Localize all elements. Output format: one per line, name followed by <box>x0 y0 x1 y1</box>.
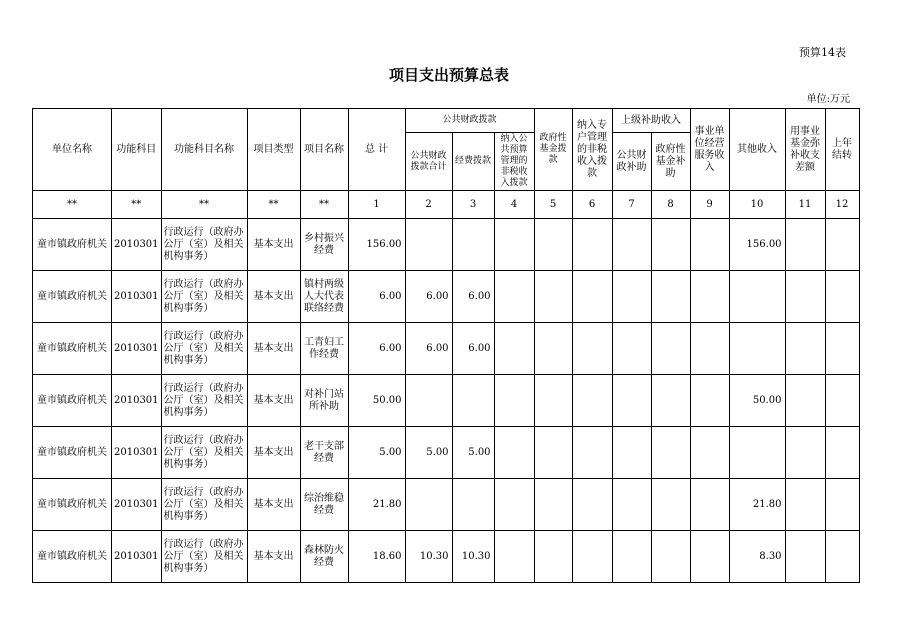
cell-pf-total: 10.30 <box>405 531 452 583</box>
cell-empty <box>534 531 572 583</box>
header-public-finance: 公共财政拨款 <box>405 109 534 133</box>
index-cell: 6 <box>572 191 612 219</box>
index-cell: ** <box>247 191 300 219</box>
cell-total: 156.00 <box>348 219 405 271</box>
table-row <box>33 427 860 479</box>
cell-empty <box>825 479 859 531</box>
cell-empty <box>651 427 690 479</box>
cell-empty <box>572 427 612 479</box>
cell-empty <box>572 323 612 375</box>
index-cell: ** <box>300 191 348 219</box>
cell-empty <box>534 479 572 531</box>
cell-empty <box>494 375 534 427</box>
cell-total: 6.00 <box>348 323 405 375</box>
cell-code: 2010301 <box>112 219 162 271</box>
cell-empty <box>494 323 534 375</box>
cell-type: 基本支出 <box>247 219 300 271</box>
header-fund-balance: 用事业基金弥补收支差额 <box>785 109 825 191</box>
header-public-subsidy: 公共财政补助 <box>612 133 651 191</box>
cell-empty <box>612 271 651 323</box>
cell-empty <box>690 531 729 583</box>
cell-func: 行政运行（政府办公厅（室）及相关机构事务） <box>161 531 247 583</box>
cell-total: 5.00 <box>348 427 405 479</box>
cell-type: 基本支出 <box>247 531 300 583</box>
cell-other <box>729 271 785 323</box>
budget-table <box>32 108 860 583</box>
header-business-income: 事业单位经营服务收入 <box>690 109 729 191</box>
cell-unit: 童市镇政府机关 <box>33 479 112 531</box>
index-cell: 7 <box>612 191 651 219</box>
table-row <box>33 271 860 323</box>
cell-empty <box>825 427 859 479</box>
cell-empty <box>825 323 859 375</box>
cell-empty <box>494 219 534 271</box>
cell-expense: 5.00 <box>452 427 494 479</box>
index-cell: 12 <box>825 191 859 219</box>
cell-unit: 童市镇政府机关 <box>33 375 112 427</box>
header-func-name: 功能科目名称 <box>161 109 247 191</box>
unit-label: 单位:万元 <box>806 94 850 105</box>
index-row <box>33 191 860 219</box>
header-proj-type: 项目类型 <box>247 109 300 191</box>
cell-expense <box>452 375 494 427</box>
cell-empty <box>572 219 612 271</box>
header-superior-subsidy: 上级补助收入 <box>612 109 690 133</box>
cell-empty <box>785 375 825 427</box>
index-cell: 8 <box>651 191 690 219</box>
cell-pf-total <box>405 375 452 427</box>
cell-empty <box>651 219 690 271</box>
table-row <box>33 375 860 427</box>
cell-empty <box>690 479 729 531</box>
cell-unit: 童市镇政府机关 <box>33 531 112 583</box>
cell-code: 2010301 <box>112 375 162 427</box>
cell-empty <box>534 375 572 427</box>
cell-type: 基本支出 <box>247 479 300 531</box>
header-gov-fund: 政府性基金拨款 <box>534 109 572 191</box>
cell-type: 基本支出 <box>247 427 300 479</box>
index-cell: 5 <box>534 191 572 219</box>
cell-total: 21.80 <box>348 479 405 531</box>
index-cell: 1 <box>348 191 405 219</box>
cell-code: 2010301 <box>112 531 162 583</box>
table-row <box>33 219 860 271</box>
cell-func: 行政运行（政府办公厅（室）及相关机构事务） <box>161 271 247 323</box>
cell-empty <box>572 479 612 531</box>
cell-pf-total <box>405 479 452 531</box>
cell-type: 基本支出 <box>247 271 300 323</box>
cell-name: 工青妇工作经费 <box>300 323 348 375</box>
cell-empty <box>612 219 651 271</box>
cell-empty <box>825 531 859 583</box>
cell-expense: 10.30 <box>452 531 494 583</box>
table-code-label: 预算14表 <box>799 46 846 59</box>
cell-empty <box>612 531 651 583</box>
index-cell: 11 <box>785 191 825 219</box>
header-unit-name: 单位名称 <box>33 109 112 191</box>
cell-empty <box>572 375 612 427</box>
cell-code: 2010301 <box>112 323 162 375</box>
cell-other <box>729 323 785 375</box>
index-cell: 4 <box>494 191 534 219</box>
cell-empty <box>690 323 729 375</box>
index-cell: ** <box>33 191 112 219</box>
cell-unit: 童市镇政府机关 <box>33 427 112 479</box>
cell-name: 镇村两级人大代表联络经费 <box>300 271 348 323</box>
cell-empty <box>690 427 729 479</box>
cell-name: 森林防火经费 <box>300 531 348 583</box>
index-cell: 10 <box>729 191 785 219</box>
cell-func: 行政运行（政府办公厅（室）及相关机构事务） <box>161 427 247 479</box>
cell-empty <box>534 219 572 271</box>
table-row <box>33 531 860 583</box>
cell-expense <box>452 479 494 531</box>
cell-other: 156.00 <box>729 219 785 271</box>
cell-pf-total: 5.00 <box>405 427 452 479</box>
cell-empty <box>690 271 729 323</box>
cell-total: 50.00 <box>348 375 405 427</box>
cell-empty <box>651 323 690 375</box>
header-expense-alloc: 经费拨款 <box>452 133 494 191</box>
cell-other: 21.80 <box>729 479 785 531</box>
cell-empty <box>651 531 690 583</box>
cell-empty <box>494 479 534 531</box>
cell-unit: 童市镇政府机关 <box>33 271 112 323</box>
cell-other: 8.30 <box>729 531 785 583</box>
header-special-nontax: 纳入专户管理的非税收入拨款 <box>572 109 612 191</box>
cell-code: 2010301 <box>112 479 162 531</box>
cell-empty <box>534 323 572 375</box>
cell-empty <box>785 427 825 479</box>
cell-empty <box>572 271 612 323</box>
cell-empty <box>494 531 534 583</box>
cell-empty <box>651 271 690 323</box>
cell-empty <box>612 427 651 479</box>
header-other-income: 其他收入 <box>729 109 785 191</box>
cell-empty <box>785 323 825 375</box>
cell-other <box>729 427 785 479</box>
cell-type: 基本支出 <box>247 323 300 375</box>
cell-empty <box>785 531 825 583</box>
cell-empty <box>534 271 572 323</box>
cell-total: 6.00 <box>348 271 405 323</box>
header-total: 总 计 <box>348 109 405 191</box>
cell-empty <box>494 427 534 479</box>
cell-name: 老干支部经费 <box>300 427 348 479</box>
cell-func: 行政运行（政府办公厅（室）及相关机构事务） <box>161 479 247 531</box>
cell-code: 2010301 <box>112 427 162 479</box>
table-row <box>33 479 860 531</box>
cell-empty <box>785 271 825 323</box>
cell-name: 对补门站所补助 <box>300 375 348 427</box>
header-gov-fund-subsidy: 政府性基金补助 <box>651 133 690 191</box>
cell-unit: 童市镇政府机关 <box>33 219 112 271</box>
cell-expense: 6.00 <box>452 323 494 375</box>
cell-name: 综治维稳经费 <box>300 479 348 531</box>
header-func-code: 功能科目 <box>112 109 162 191</box>
cell-expense: 6.00 <box>452 271 494 323</box>
cell-empty <box>785 479 825 531</box>
cell-empty <box>651 479 690 531</box>
cell-empty <box>825 219 859 271</box>
index-cell: ** <box>161 191 247 219</box>
cell-empty <box>534 427 572 479</box>
header-last-year: 上年结转 <box>825 109 859 191</box>
cell-type: 基本支出 <box>247 375 300 427</box>
cell-empty <box>651 375 690 427</box>
index-cell: 3 <box>452 191 494 219</box>
page-title: 项目支出预算总表 <box>388 66 509 84</box>
cell-empty <box>785 219 825 271</box>
cell-func: 行政运行（政府办公厅（室）及相关机构事务） <box>161 375 247 427</box>
index-cell: 9 <box>690 191 729 219</box>
cell-pf-total: 6.00 <box>405 271 452 323</box>
cell-other: 50.00 <box>729 375 785 427</box>
cell-empty <box>690 219 729 271</box>
cell-empty <box>690 375 729 427</box>
cell-func: 行政运行（政府办公厅（室）及相关机构事务） <box>161 323 247 375</box>
cell-pf-total <box>405 219 452 271</box>
header-proj-name: 项目名称 <box>300 109 348 191</box>
cell-expense <box>452 219 494 271</box>
index-cell: ** <box>112 191 162 219</box>
index-cell: 2 <box>405 191 452 219</box>
cell-total: 18.60 <box>348 531 405 583</box>
cell-empty <box>612 375 651 427</box>
cell-pf-total: 6.00 <box>405 323 452 375</box>
cell-unit: 童市镇政府机关 <box>33 323 112 375</box>
table-row <box>33 323 860 375</box>
cell-code: 2010301 <box>112 271 162 323</box>
cell-empty <box>825 375 859 427</box>
cell-empty <box>612 479 651 531</box>
cell-empty <box>494 271 534 323</box>
header-public-finance-total: 公共财政拨款合计 <box>405 133 452 191</box>
cell-func: 行政运行（政府办公厅（室）及相关机构事务） <box>161 219 247 271</box>
cell-empty <box>572 531 612 583</box>
header-budget-nontax: 纳入公共预算管理的非税收入拨款 <box>494 133 534 191</box>
cell-empty <box>612 323 651 375</box>
cell-empty <box>825 271 859 323</box>
cell-name: 乡村振兴经费 <box>300 219 348 271</box>
